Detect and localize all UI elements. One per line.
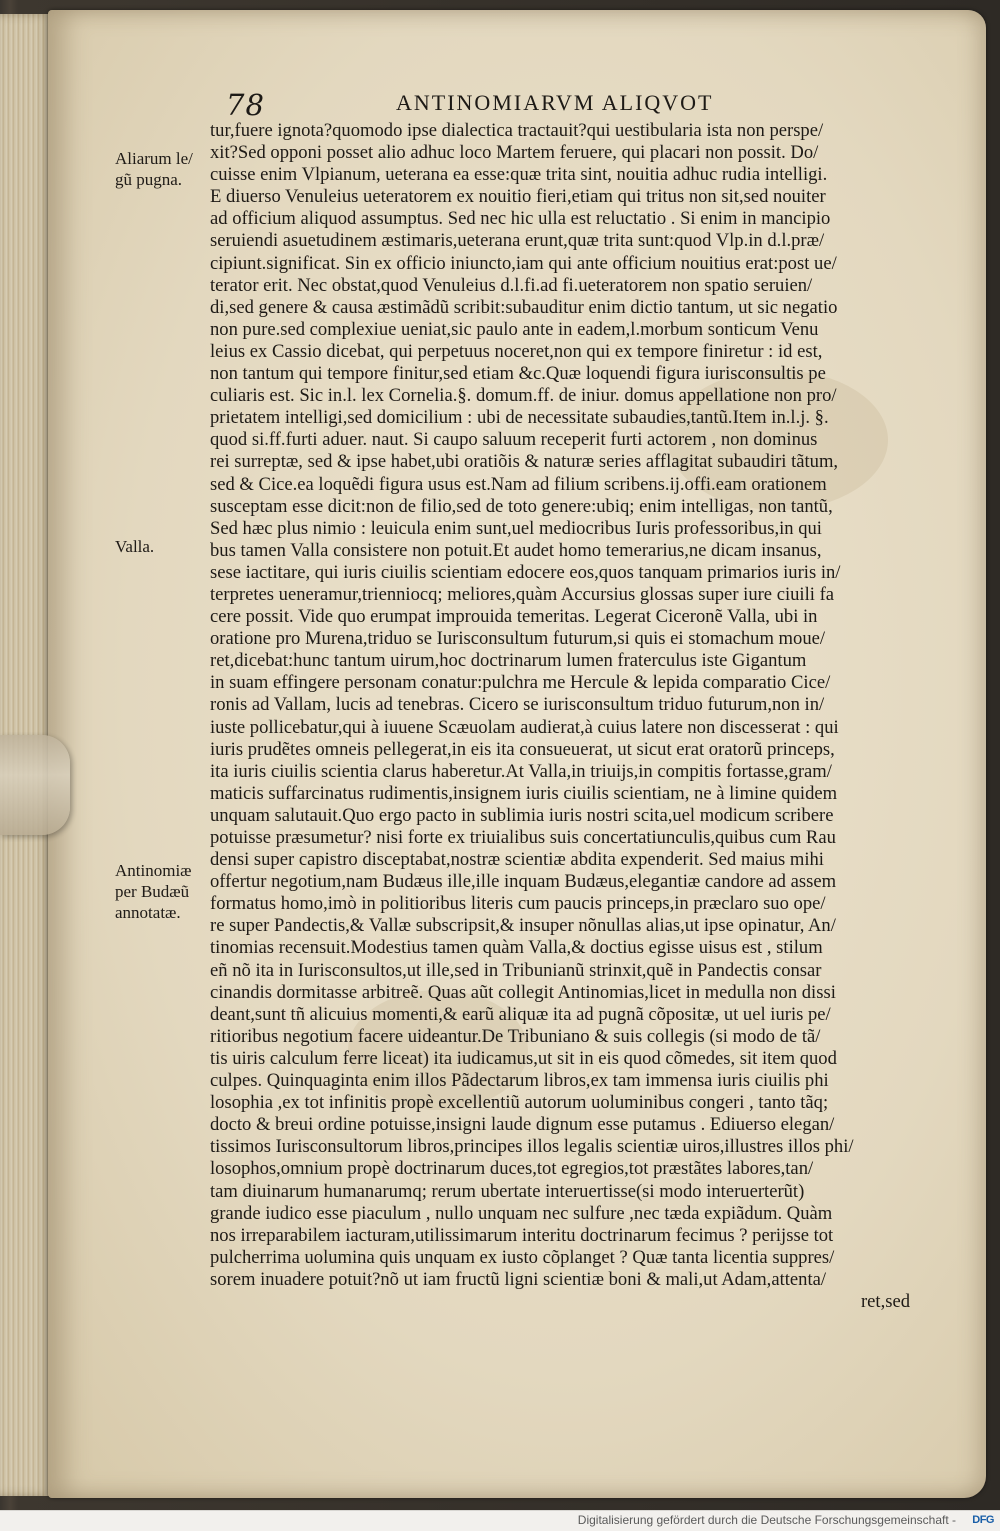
text-line: cere possit. Vide quo erumpat improuida temeritas. Legerat Ciceronẽ Valla, ubi in [210,606,818,628]
text-line: deant,sunt tñ alicuius momenti,& earũ aliquæ ita ad pugnã cõpositæ, ut uel iuris pe/ [210,1003,831,1025]
text-line: ad officium aliquod assumptus. Sed nec hic ulla est reluctatio . Si enim in mancipio [210,208,831,230]
text-line: quod si.ff.furti aduer. naut. Si caupo saluum receperit furti actorem , non dominus [210,429,818,451]
text-line: losophia ,ex tot infinitis propè excellentiũ autorum uoluminibus congeri , tanto tãq; [210,1092,829,1114]
text-line: rei surreptæ, sed & ipse habet,ubi oratiõis & naturæ series afflagitat subaudiri tãtum, [210,451,839,473]
text-line: terpretes ueneramur,trienniocq; meliores,quàm Accursius glossas super iure ciuili fa [210,583,835,605]
text-line: maticis suffarcinatus rudimentis,insignem iuris ciuilis scientiam, ne à limine quidem [210,782,838,804]
text-line: grande iudico esse piaculum , nullo unquam nec sulfure ,nec tæda expiãdum. Quàm [210,1202,833,1224]
text-line: cipiunt.significat. Sin ex officio iniuncto,iam qui ante officium nouitius erat:post ue/ [210,252,837,274]
dfg-logo-text: DFG [972,1514,994,1526]
text-line: ritioribus negotium facere uideantur.De Tribuniano & suis collegis (si modo de tã/ [210,1025,821,1047]
margin-note-valla [115,536,215,557]
text-line: cuisse enim Vlpianum, ueterana ea esse:quæ trita sint, nouitia adhuc rudia intelligi. [210,164,828,186]
text-line: non tantum qui tempore finitur,sed etiam &c.Quæ loquendi figura iurisconsultis pe [210,363,826,385]
text-line: non pure.sed complexiue ueniat,sic paulo ante in eadem,l.morbum sonticum Venu [210,318,819,340]
text-line: tissimos Iurisconsultorum libros,principes illos legalis scientiæ uiros,illustres illos phi/ [210,1136,854,1158]
text-line: eñ nõ ita in Iurisconsultos,ut ille,sed in Tribunianũ strinxit,quẽ in Pandectis consar [210,959,822,981]
text-line: oratione pro Murena,triduo se Iurisconsultum futurum,si quis ei stomachum moue/ [210,628,826,650]
text-line: re super Pandectis,& Vallæ subscripsit,& insuper nõnullas alias,ut ipse opinatur, An/ [210,915,836,937]
text-line: ret,dicebat:hunc tantum uirum,hoc doctrinarum lumen fraterculus iste Gigantum [210,650,807,672]
main-text-block [210,120,910,1313]
text-line: xit?Sed opponi posset alio adhuc loco Martem feruere, qui placari non possit. Do/ [210,142,819,164]
text-line: sese iactitare, qui iuris ciuilis scientiam edocere eos,quos tanquam primarios iuris in/ [210,561,841,583]
text-line: in suam effingere personam conatur:pulchra me Hercule & lepida comparatio Cice/ [210,672,831,694]
text-line: iuris prudẽtes omneis pellegerat,in eis ita consueuerat, ut sicut erat oratorũ princeps, [210,738,835,760]
margin-note-line: Antinomiæ [115,861,192,880]
text-line: leius ex Cassio dicebat, qui perpetuus noceret,non qui ex tempore finiretur : id est, [210,340,823,362]
text-line: sed & Cice.ea loquẽdi figura usus est.Nam ad filium scribens.ij.offi.eam orationem [210,473,827,495]
text-line: losophos,omnium propè doctrinarum duces,tot egregios,tot præstãtes labores,tan/ [210,1158,814,1180]
text-line: densi super capistro disceptabat,nostræ scientiæ abdita expenderit. Sed maius mihi [210,849,824,871]
text-line: culiaris est. Sic in.l. lex Cornelia.§. domum.ff. de iniur. domus appellatione non pro/ [210,385,837,407]
text-line: formatus homo,imò in politioribus literis cum paucis princeps,in præclaro suo ope/ [210,893,826,915]
text-line: culpes. Quinquaginta enim illos Pãdectarum libros,ex tam immensa iuris ciuilis phi [210,1070,829,1092]
footer-bar [0,1510,1000,1531]
margin-note-line: per Budæũ [115,882,190,901]
text-line: sorem inuadere potuit?nõ ut iam fructũ ligni scientiæ boni & mali,ut Adam,attenta/ [210,1268,827,1290]
text-line: potuisse præsumetur? nisi forte ex triuialibus suis concertatiunculis,quibus cum Rau [210,827,836,848]
text-line: cinandis dormitasse arbitreẽ. Quas aũt collegit Antinomias,licet in medulla non dissi [210,981,836,1003]
text-line: unquam salutauit.Quo ergo pacto in sublimia iuris nostri scita,uel modicum scribere [210,804,834,826]
margin-note-antinomiae [115,860,215,923]
text-line: bus tamen Valla consistere non potuit.Et audet homo temerarius,ne dicam insanus, [210,539,822,561]
catchword: ret,sed [860,1290,910,1312]
text-line: tam diuinarum humanarumq; rerum ubertate interuertisse(si modo interuerterũt) [210,1180,805,1202]
text-line: terator erit. Nec obstat,quod Venuleius d.l.fi.ad fi.ueteratorem non spatio seruien/ [210,274,813,296]
dfg-logo-icon [972,1514,994,1526]
text-line: prietatem intelligi,sed domicilium : ubi de necessitate subaudies,tantũ.Item in.l.j. §. [210,407,829,429]
margin-note-line: Valla. [115,537,155,556]
text-line: ronis ad Vallam, lucis ad tenebras. Cicero se iurisconsultum triduo futurum,non in/ [210,694,825,716]
text-line: ita iuris ciuilis scientia clarus haberetur.At Valla,in triuijs,in compitis fortasse,gram/ [210,760,832,782]
text-line: pulcherrima uolumina quis unquam ex iusto cõplanget ? Quæ tanta licentia suppres/ [210,1246,835,1268]
margin-note-aliarum [115,148,215,190]
text-line: nos irreparabilem iacturam,utilissimarum interitu doctrinarum fecimus ? perijsse tot [210,1224,834,1246]
page-clip [0,735,70,835]
running-head: ANTINOMIARVM ALIQVOT [396,90,714,115]
text-line: susceptam esse dicit:non de filio,sed de toto genere:ubiq; enim intelligas, non tantũ, [210,495,833,517]
margin-note-line: gũ pugna. [115,170,183,189]
text-line: iuste pollicebatur,qui à iuuene Scæuolam audierat,à cuius latere non discesserat : qui [210,716,839,738]
text-line: di,sed genere & causa æstimãdũ scribit:subauditur enim dictio tantum, ut sic negatio [210,296,838,318]
text-line: offertur negotium,nam Budæus ille,ille inquam Budæus,elegantiæ candore ad assem [210,871,837,893]
footer-credit: Digitalisierung gefördert durch die Deutsche Forschungsgemeinschaft - [577,1513,956,1527]
text-line: tis uiris calculum ferre liceat) ita iudicamus,ut sit in eis quod cõmedes, sit item quod [210,1047,837,1069]
text-line: docto & breui ordine potuisse,insigni laude dignum esse putamus . Ediuerso elegan/ [210,1114,835,1136]
page-number: 78 [226,88,265,122]
text-line: tinomias recensuit.Modestius tamen quàm Valla,& doctius egisse uisus est , stilum [210,937,823,959]
margin-note-line: Aliarum le/ [115,149,193,168]
text-line: Sed hæc plus nimio : leuicula enim sunt,uel mediocribus Iuris professoribus,in qui [210,517,822,539]
text-line: tur,fuere ignota?quomodo ipse dialectica tractauit?qui uestibularia ista non perspe/ [210,120,824,141]
text-line: seruiendi asuetudinem æstimaris,ueterana erunt,quæ trita sunt:quod Vlp.in d.l.præ/ [210,230,825,252]
text-line: E diuerso Venuleius ueteratorem ex nouitio fieri,etiam qui tritus non sit,sed nouiter [210,186,826,208]
margin-note-line: annotatæ. [115,903,181,922]
